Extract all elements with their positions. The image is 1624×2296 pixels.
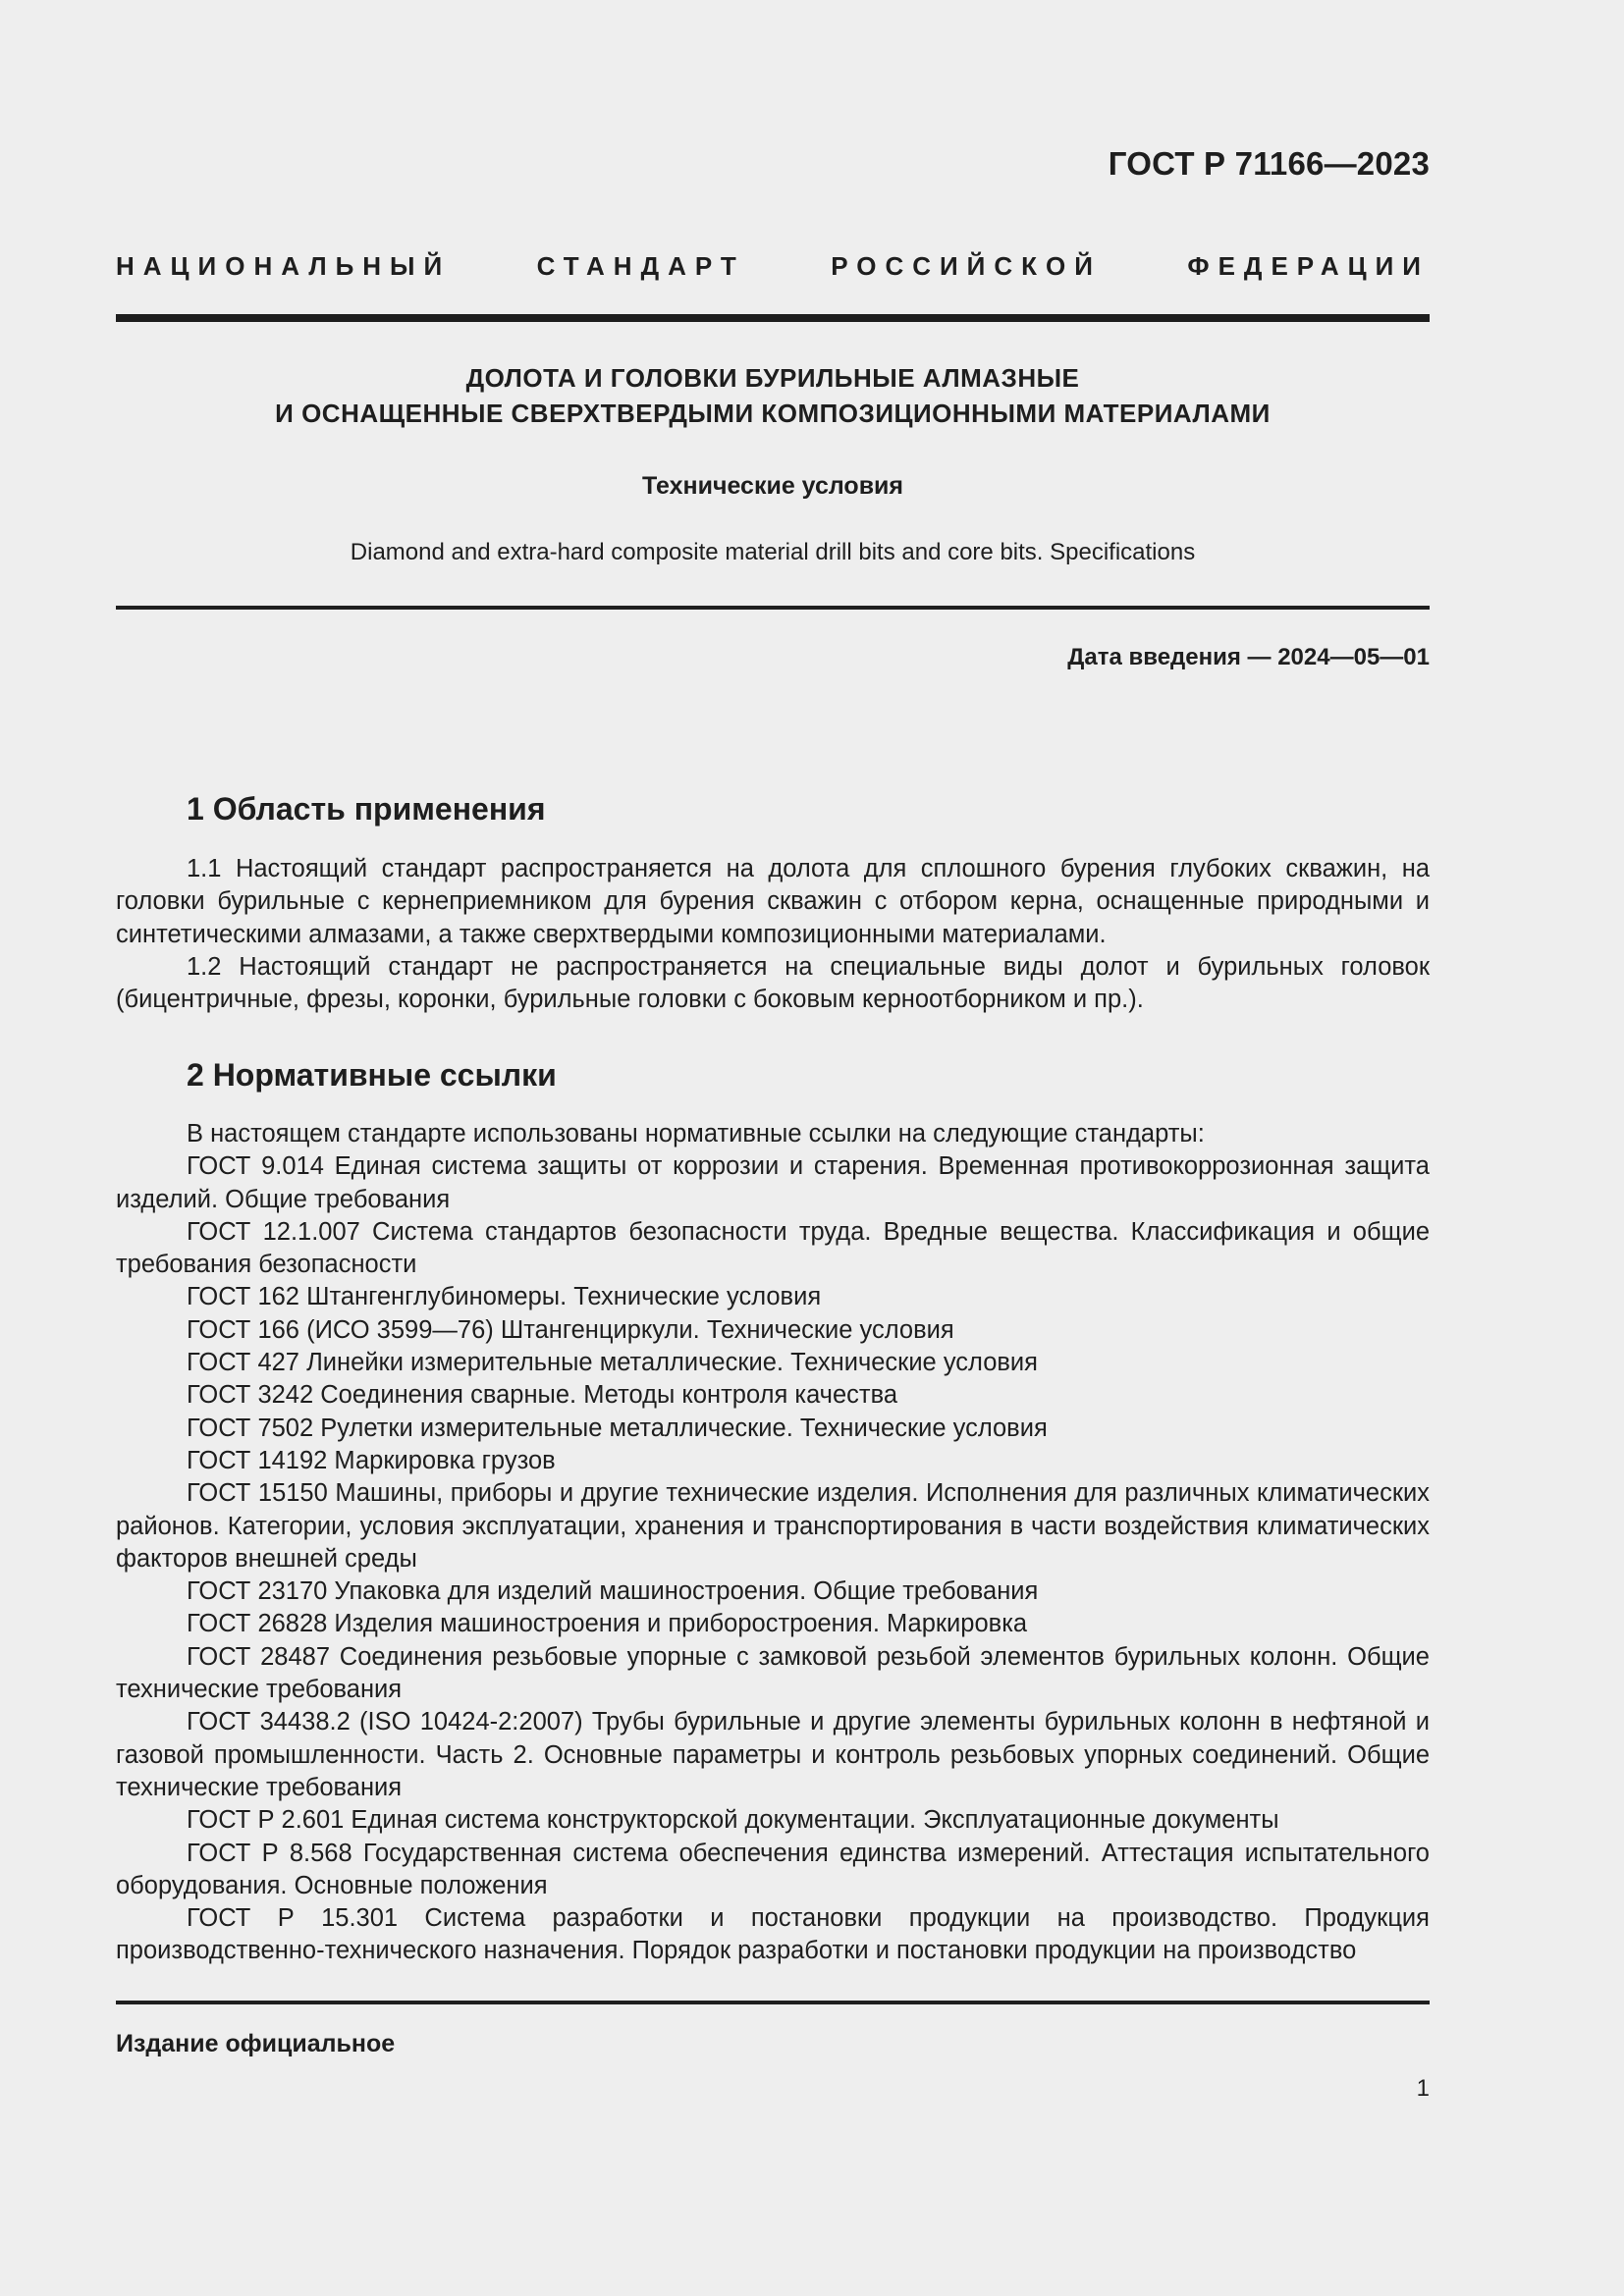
title-bottom-rule	[116, 606, 1430, 610]
reference-item: ГОСТ 15150 Машины, приборы и другие технические изделия. Исполнения для различных климатических районов. Категории, условия эксплуатации, хранения и транспортирования в части воздействия климатических факторов внешней среды	[116, 1479, 1430, 1573]
reference-item: ГОСТ 7502 Рулетки измерительные металлические. Технические условия	[187, 1414, 1048, 1442]
section-1-body	[116, 853, 1430, 1016]
paragraph-1-2: 1.2 Настоящий стандарт не распространяется на специальные виды долот и бурильных головок (бицентричные, фрезы, коронки, бурильные головки с боковым керноотборником и пр.).	[116, 952, 1430, 1014]
paragraph-1-1: 1.1 Настоящий стандарт распространяется на долота для сплошного бурения глубоких скважин, на головки бурильные с кернеприемником для бурения скважин с отбором керна, оснащенные природными и синтетическими алмазами, а также сверхтвердыми композиционными материалами.	[116, 855, 1430, 948]
reference-item: ГОСТ 14192 Маркировка грузов	[187, 1446, 556, 1474]
reference-item: ГОСТ 3242 Соединения сварные. Методы контроля качества	[187, 1381, 898, 1410]
reference-item: ГОСТ 12.1.007 Система стандартов безопасности труда. Вредные вещества. Классификация и общие требования безопасности	[116, 1217, 1430, 1279]
reference-item: ГОСТ 26828 Изделия машиностроения и приборостроения. Маркировка	[187, 1610, 1028, 1638]
reference-item: ГОСТ 9.014 Единая система защиты от коррозии и старения. Временная противокоррозионная защита изделий. Общие требования	[116, 1152, 1430, 1213]
reference-item: ГОСТ 166 (ИСО 3599—76) Штангенциркули. Технические условия	[187, 1315, 954, 1344]
reference-item: ГОСТ Р 2.601 Единая система конструкторской документации. Эксплуатационные документы	[187, 1806, 1279, 1835]
reference-item: ГОСТ Р 8.568 Государственная система обеспечения единства измерений. Аттестация испытательного оборудования. Основные положения	[116, 1839, 1430, 1899]
reference-item: ГОСТ 28487 Соединения резьбовые упорные с замковой резьбой элементов бурильных колонн. Общие технические требования	[116, 1642, 1430, 1704]
introduction-date: Дата введения — 2024—05—01	[1067, 644, 1430, 670]
official-edition-label: Издание официальное	[116, 2030, 396, 2057]
top-rule	[116, 314, 1430, 322]
document-subtitle: Технические условия	[641, 472, 904, 500]
english-title: Diamond and extra-hard composite material drill bits and core bits. Specifications	[350, 539, 1196, 565]
reference-item: ГОСТ 34438.2 (ISO 10424-2:2007) Трубы бурильные и другие элементы бурильных колонн в нефтяной и газовой промышленности. Часть 2. Основные параметры и контроль резьбовых упорных соединений. Общие технические требования	[116, 1708, 1430, 1801]
national-standard-label: НАЦИОНАЛЬНЫЙ СТАНДАРТ РОССИЙСКОЙ ФЕДЕРАЦИИ	[116, 251, 1430, 281]
page-number: 1	[1416, 2075, 1430, 2102]
reference-item: ГОСТ 23170 Упаковка для изделий машиностроения. Общие требования	[187, 1577, 1039, 1606]
document-title-line-2: И ОСНАЩЕННЫЕ СВЕРХТВЕРДЫМИ КОМПОЗИЦИОННЫМИ МАТЕРИАЛАМИ	[275, 399, 1271, 428]
section-2-heading: 2 Нормативные ссылки	[187, 1057, 557, 1093]
reference-item: ГОСТ 427 Линейки измерительные металлические. Технические условия	[187, 1349, 1038, 1377]
section-1-heading: 1 Область применения	[187, 791, 546, 827]
footer-rule	[116, 2001, 1430, 2004]
references-intro: В настоящем стандарте использованы нормативные ссылки на следующие стандарты:	[187, 1120, 1205, 1148]
standard-code: ГОСТ Р 71166—2023	[1108, 145, 1430, 182]
section-2-body	[116, 1118, 1430, 1968]
reference-item: ГОСТ 162 Штангенглубиномеры. Технические условия	[187, 1283, 822, 1311]
document-title-line-1: ДОЛОТА И ГОЛОВКИ БУРИЛЬНЫЕ АЛМАЗНЫЕ	[465, 363, 1080, 393]
reference-item: ГОСТ Р 15.301 Система разработки и постановки продукции на производство. Продукция производственно-технического назначения. Порядок разработки и постановки продукции на производство	[116, 1904, 1430, 1965]
document-page	[116, 0, 1430, 2296]
